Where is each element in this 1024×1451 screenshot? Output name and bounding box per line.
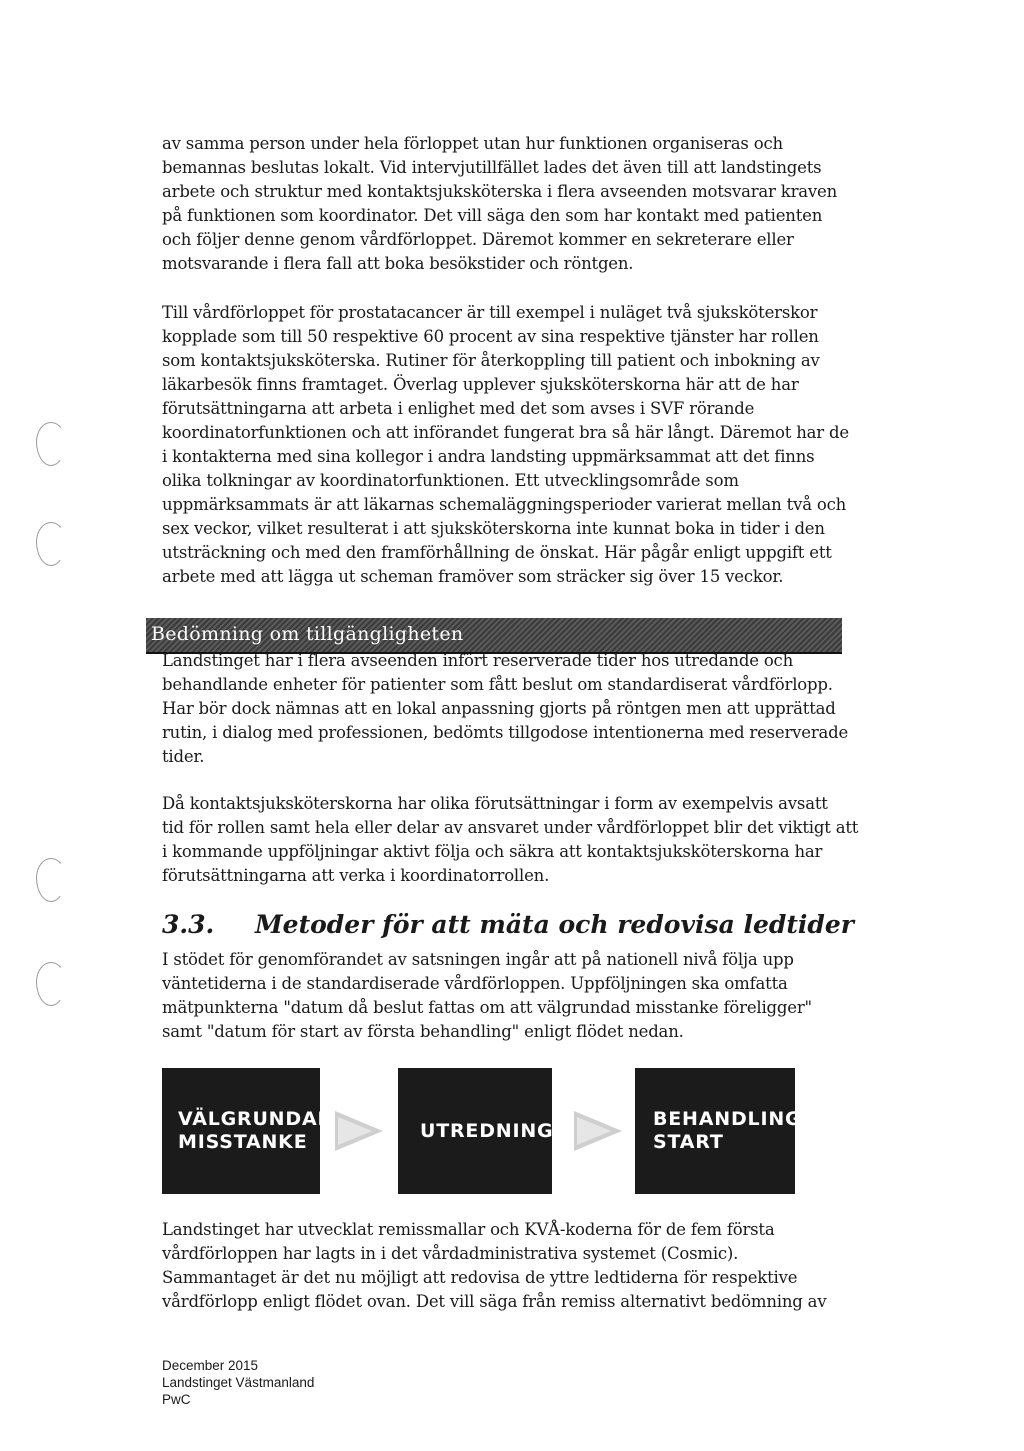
paragraph-prostate-cancer bbox=[162, 301, 852, 589]
paragraph-measure-points bbox=[162, 948, 852, 1044]
footer-organization: Landstinget Västmanland bbox=[162, 1375, 315, 1390]
text-line: förutsättningarna att arbeta i enlighet med det som avses i SVF rörande bbox=[162, 399, 755, 418]
page-footer bbox=[162, 1357, 314, 1408]
flow-step-suspicion bbox=[162, 1068, 335, 1194]
flow-step-label: UTREDNING bbox=[420, 1120, 554, 1142]
text-line: vårdförloppen har lagts in i det vårdadministrativa systemet (Cosmic). bbox=[162, 1244, 739, 1263]
text-line: olika tolkningar av koordinatorfunktionen. Ett utvecklingsområde som bbox=[162, 471, 739, 490]
text-line: tider. bbox=[162, 747, 205, 766]
section-heading-label: Bedömning om tillgängligheten bbox=[151, 623, 464, 645]
text-line: Landstinget har i flera avseenden infört reserverade tider hos utredande och bbox=[162, 651, 794, 670]
text-line: läkarbesök finns framtaget. Överlag upplever sjuksköterskorna här att de har bbox=[162, 375, 799, 394]
text-line: motsvarande i flera fall att boka besökstider och röntgen. bbox=[162, 254, 634, 273]
text-line: kopplade som till 50 respektive 60 procent av sina respektive tjänster har rollen bbox=[162, 327, 819, 346]
text-line: Landstinget har utvecklat remissmallar och KVÅ-koderna för de fem första bbox=[162, 1220, 775, 1239]
text-line: Har bör dock nämnas att en lokal anpassning gjorts på röntgen men att upprättad bbox=[162, 699, 836, 718]
text-line: uppmärksammats är att läkarnas schemaläggningsperioder varierat mellan två och bbox=[162, 495, 847, 514]
text-line: i kontakterna med sina kollegor i andra landsting uppmärksammat att det finns bbox=[162, 447, 815, 466]
punch-hole-icon bbox=[36, 422, 66, 466]
text-line: som kontaktsjuksköterska. Rutiner för återkoppling till patient och inbokning av bbox=[162, 351, 820, 370]
text-line: förutsättningarna att verka i koordinatorrollen. bbox=[162, 866, 550, 885]
flow-step-investigation bbox=[398, 1068, 552, 1194]
text-line: Sammantaget är det nu möjligt att redovisa de yttre ledtiderna för respektive bbox=[162, 1268, 798, 1287]
paragraph-referral-templates bbox=[162, 1218, 852, 1314]
text-line: koordinatorfunktionen och att införandet fungerat bra så här långt. Däremot har de bbox=[162, 423, 849, 442]
paragraph-follow-up bbox=[162, 792, 859, 888]
text-line: och följer denne genom vårdförloppet. Däremot kommer en sekreterare eller bbox=[162, 230, 794, 249]
footer-firm: PwC bbox=[162, 1392, 191, 1407]
text-line: samt "datum för start av första behandling" enligt flödet nedan. bbox=[162, 1022, 684, 1041]
text-line: Till vårdförloppet för prostatacancer är till exempel i nuläget två sjuksköterskor bbox=[162, 303, 818, 322]
punch-hole-icon bbox=[36, 522, 66, 566]
footer-date: December 2015 bbox=[162, 1358, 259, 1373]
flow-step-label: BEHANDLINGS- START bbox=[653, 1108, 825, 1153]
text-line: bemannas beslutas lokalt. Vid intervjutillfället lades det även till att landstingets bbox=[162, 158, 822, 177]
punch-hole-icon bbox=[36, 858, 66, 902]
paragraph-coordinator-role bbox=[162, 132, 852, 276]
section-number: 3.3. bbox=[162, 910, 215, 939]
text-line: I stödet för genomförandet av satsningen ingår att på nationell nivå följa upp bbox=[162, 950, 794, 969]
text-line: rutin, i dialog med professionen, bedömts tillgodose intentionerna med reserverade bbox=[162, 723, 849, 742]
text-line: väntetiderna i de standardiserade vårdförloppen. Uppföljningen ska omfatta bbox=[162, 974, 788, 993]
text-line: behandlande enheter för patienter som fått beslut om standardiserat vårdförlopp. bbox=[162, 675, 833, 694]
text-line: sex veckor, vilket resulterat i att sjuksköterskorna inte kunnat boka in tider i den bbox=[162, 519, 825, 538]
text-line: vårdförlopp enligt flödet ovan. Det vill säga från remiss alternativt bedömning av bbox=[162, 1292, 827, 1311]
text-line: av samma person under hela förloppet utan hur funktionen organiseras och bbox=[162, 134, 783, 153]
text-line: utsträckning och med den framförhållning de önskat. Här pågår enligt uppgift ett bbox=[162, 543, 832, 562]
text-line: arbete med att lägga ut scheman framöver som sträcker sig över 15 veckor. bbox=[162, 567, 784, 586]
punch-hole-icon bbox=[36, 962, 66, 1006]
flow-step-treatment-start bbox=[635, 1068, 825, 1194]
text-line: mätpunkterna "datum då beslut fattas om att välgrundad misstanke föreligger" bbox=[162, 998, 812, 1017]
text-line: arbete och struktur med kontaktsjuksköterska i flera avseenden motsvarar kraven bbox=[162, 182, 838, 201]
text-line: i kommande uppföljningar aktivt följa och säkra att kontaktsjuksköterskorna har bbox=[162, 842, 823, 861]
text-line: på funktionen som koordinator. Det vill säga den som har kontakt med patienten bbox=[162, 206, 823, 225]
text-line: tid för rollen samt hela eller delar av ansvaret under vårdförloppet blir det viktigt att bbox=[162, 818, 859, 837]
flow-step-label: VÄLGRUNDAD MISSTANKE bbox=[178, 1108, 335, 1153]
section-title: Metoder för att mäta och redovisa ledtider bbox=[255, 910, 854, 939]
paragraph-reserved-times bbox=[162, 649, 852, 769]
text-line: Då kontaktsjuksköterskorna har olika förutsättningar i form av exempelvis avsatt bbox=[162, 794, 828, 813]
